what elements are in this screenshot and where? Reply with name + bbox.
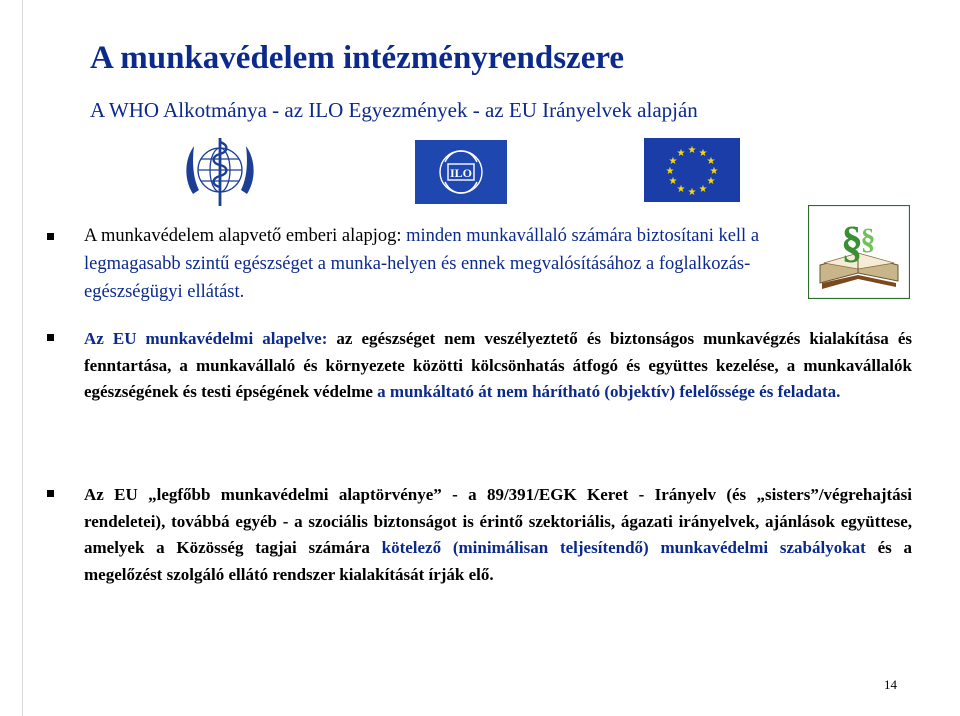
- svg-text:★: ★: [698, 184, 708, 195]
- bullet-marker: [47, 334, 54, 341]
- svg-text:★: ★: [665, 166, 675, 177]
- page-title: A munkavédelem intézményrendszere: [90, 40, 625, 76]
- bullet-3-text: Az EU „legfőbb munkavédelmi alaptörvénye” - a 89/391/EGK Keret - Irányelv (és „sisters”/végrehajtási rendeletei), továbbá egyéb - a szociális biztonságot is érintő szektoriális, ágazati irányelvek, ajánlások együttese, amelyek a Közösség tagjai számára kötelező (minimálisan teljesítendő) munkavédelmi szabályokat és a megelőzést szolgáló ellátó rendszer kialakítását írják elő.: [84, 485, 912, 584]
- law-book-icon: [808, 205, 910, 299]
- svg-text:★: ★: [706, 156, 716, 167]
- bullet-1-text: A munkavédelem alapvető emberi alapjog: minden munkavállaló számára biztosítani kell a legmagasabb szintű egészséget a munka-helyen és ennek megvalósításához a foglalkozás- egészségügyi ellátást.: [84, 226, 760, 302]
- svg-text:★: ★: [687, 145, 697, 156]
- svg-text:§: §: [860, 223, 876, 256]
- page-number: 14: [884, 677, 897, 692]
- svg-text:★: ★: [676, 148, 686, 159]
- svg-text:★: ★: [668, 156, 678, 167]
- who-logo-icon: [180, 132, 260, 210]
- bullet-2-text: Az EU munkavédelmi alapelve: az egészséget nem veszélyeztető és biztonságos munkavégzés kialakítása és fenntartása, a munkavállaló és környezete közötti kölcsönhatás átfogó és együttes kezelése, a munkavállalók egészségének és testi épségének védelme a munkáltató át nem hárítható (objektív) felelőssége és feladata.: [84, 329, 912, 401]
- svg-text:★: ★: [709, 166, 719, 177]
- eu-flag-icon: [644, 138, 740, 202]
- svg-text:★: ★: [698, 148, 708, 159]
- svg-text:★: ★: [676, 184, 686, 195]
- page-subtitle: A WHO Alkotmánya - az ILO Egyezmények - az EU Irányelvek alapján: [90, 98, 698, 122]
- svg-text:★: ★: [706, 176, 716, 187]
- ilo-logo-text: ILO: [449, 166, 473, 180]
- bullet-marker: [47, 233, 54, 240]
- bullet-marker: [47, 490, 54, 497]
- svg-text:★: ★: [668, 176, 678, 187]
- ilo-logo-icon: [415, 140, 507, 204]
- svg-text:§: §: [841, 218, 863, 267]
- slide-left-rule: [22, 0, 23, 716]
- svg-text:★: ★: [687, 187, 697, 198]
